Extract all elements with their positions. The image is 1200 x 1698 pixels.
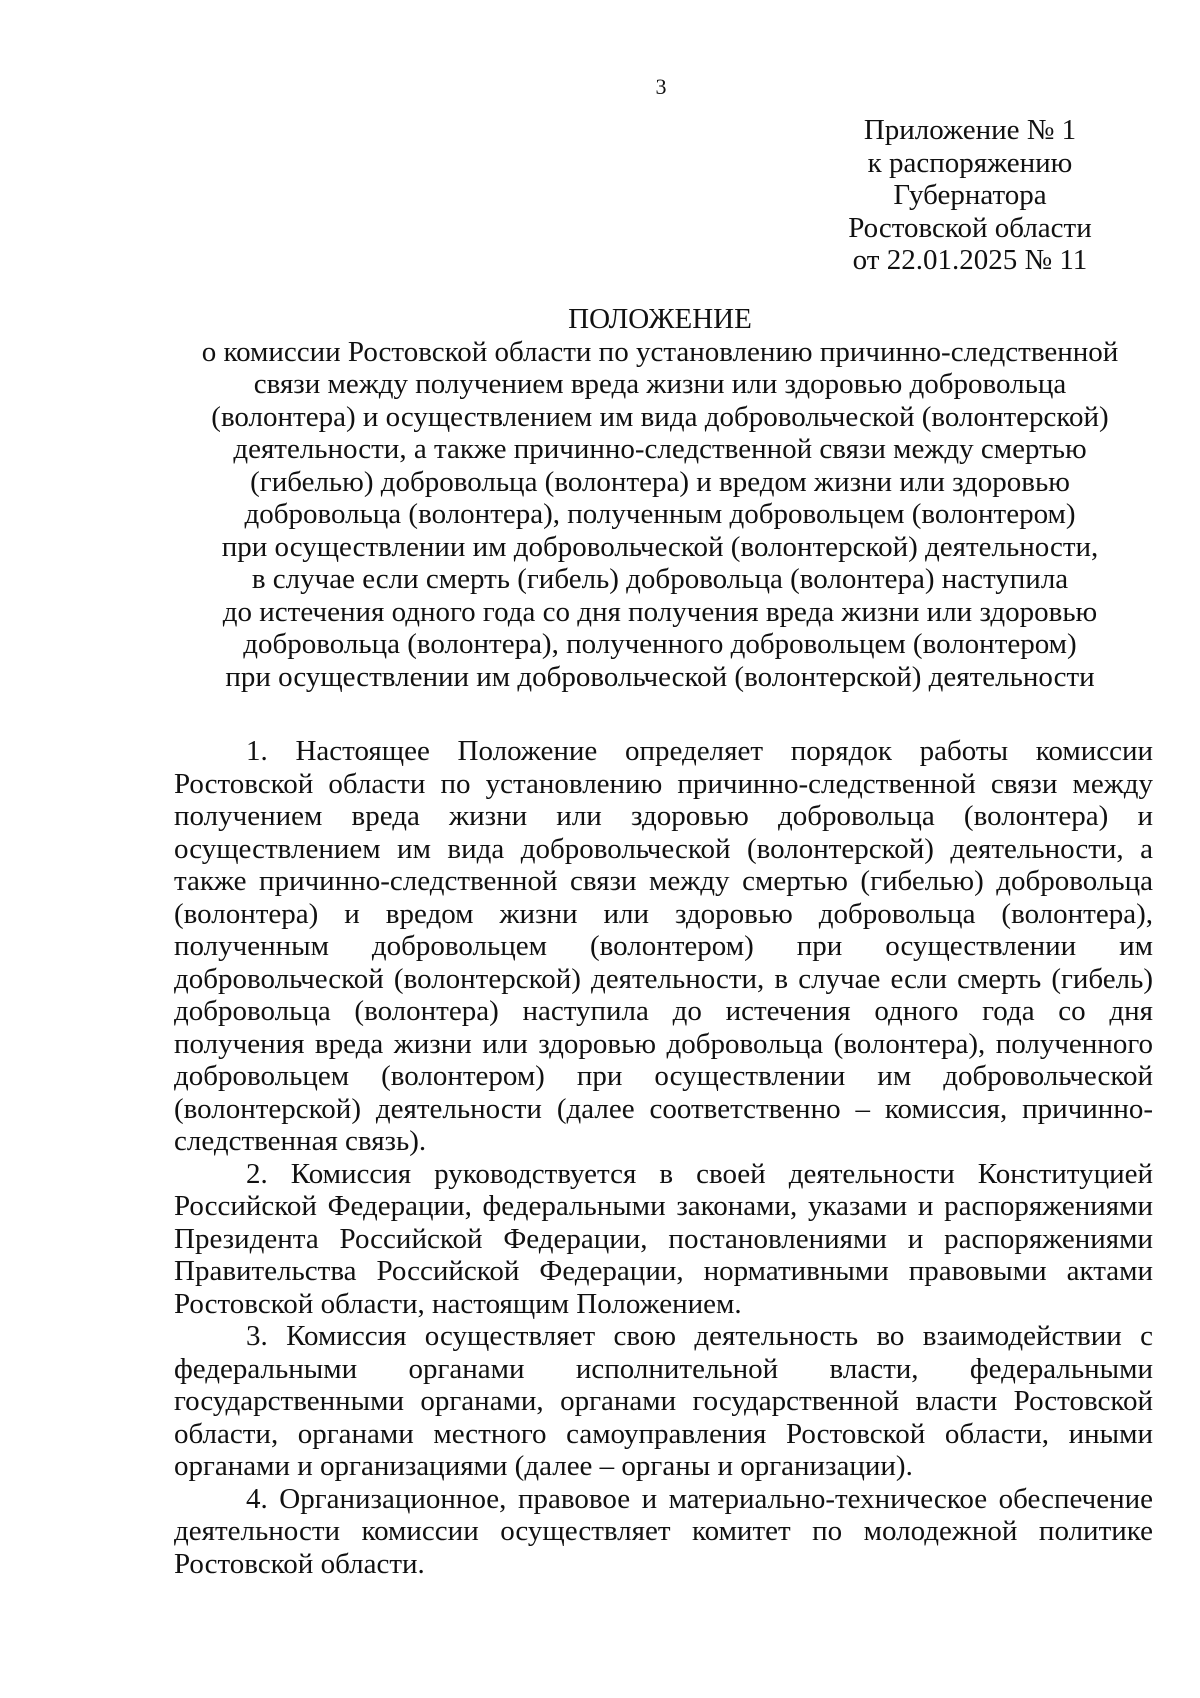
attachment-line: к распоряжению [867,146,1073,179]
paragraph-1: 1. Настоящее Положение определяет порядок работы комиссии Ростовской области по установлению причинно-следственной связи между получением вреда жизни или здоровью добровольца (волонтера) и осуществлением им вида добровольческой (волонтерской) деятельности, а также причинно-следственной связи между смертью (гибелью) добровольца (волонтера) и вредом жизни или здоровью добровольца (волонтера), полученным добровольцем (волонтером) при осуществлении им добровольческой (волонтерской) деятельности, в случае если смерть (гибель) добровольца (волонтера) наступила до истечения одного года со дня получения вреда жизни или здоровью добровольца (волонтера), полученного добровольцем (волонтером) при осуществлении им добровольческой (волонтерской) деятельности (далее соответственно – комиссия, причинно-следственная связь). [174,735,1153,1157]
paragraph-3: 3. Комиссия осуществляет свою деятельность во взаимодействии с федеральными органами исполнительной власти, федеральными государственными органами, органами государственной власти Ростовской области, органами местного самоуправления Ростовской области, иными органами и организациями (далее – органы и организации). [174,1320,1153,1482]
subtitle-line: при осуществлении им добровольческой (волонтерской) деятельности, [221,530,1099,563]
subtitle-line: о комиссии Ростовской области по установлению причинно-следственной [201,335,1119,368]
document-body [174,735,1153,1580]
subtitle-line: (гибелью) добровольца (волонтера) и вредом жизни или здоровью [250,465,1070,498]
attachment-block [820,114,1120,277]
subtitle-line: при осуществлении им добровольческой (волонтерской) деятельности [225,660,1095,693]
attachment-line: от 22.01.2025 № 11 [852,244,1088,276]
subtitle-line: добровольца (волонтера), полученным добровольцем (волонтером) [244,498,1076,530]
document-heading: ПОЛОЖЕНИЕ [568,303,752,335]
attachment-line: Ростовской области [848,211,1092,244]
subtitle-line: в случае если смерть (гибель) добровольца (волонтера) наступила [251,563,1069,595]
attachment-line: Приложение № 1 [863,114,1077,146]
attachment-line: Губернатора [893,179,1047,211]
paragraph-2: 2. Комиссия руководствуется в своей деятельности Конституцией Российской Федерации, федеральными законами, указами и распоряжениями Президента Российской Федерации, постановлениями и распоряжениями Правительства Российской Федерации, нормативными правовыми актами Ростовской области, настоящим Положением. [174,1157,1153,1320]
subtitle-line: деятельности, а также причинно-следственной связи между смертью [233,433,1087,465]
subtitle-line: (волонтера) и осуществлением им вида добровольческой (волонтерской) [211,400,1109,433]
paragraph-4: 4. Организационное, правовое и материально-техническое обеспечение деятельности комиссии осуществляет комитет по молодежной политике Ростовской области. [174,1482,1153,1580]
subtitle-line: добровольца (волонтера), полученного добровольцем (волонтером) [243,628,1077,660]
document-title-block [170,303,1150,693]
subtitle-line: до истечения одного года со дня получения вреда жизни или здоровью [222,595,1098,628]
page-number: 3 [655,74,667,99]
subtitle-line: связи между получением вреда жизни или здоровью добровольца [253,368,1067,400]
